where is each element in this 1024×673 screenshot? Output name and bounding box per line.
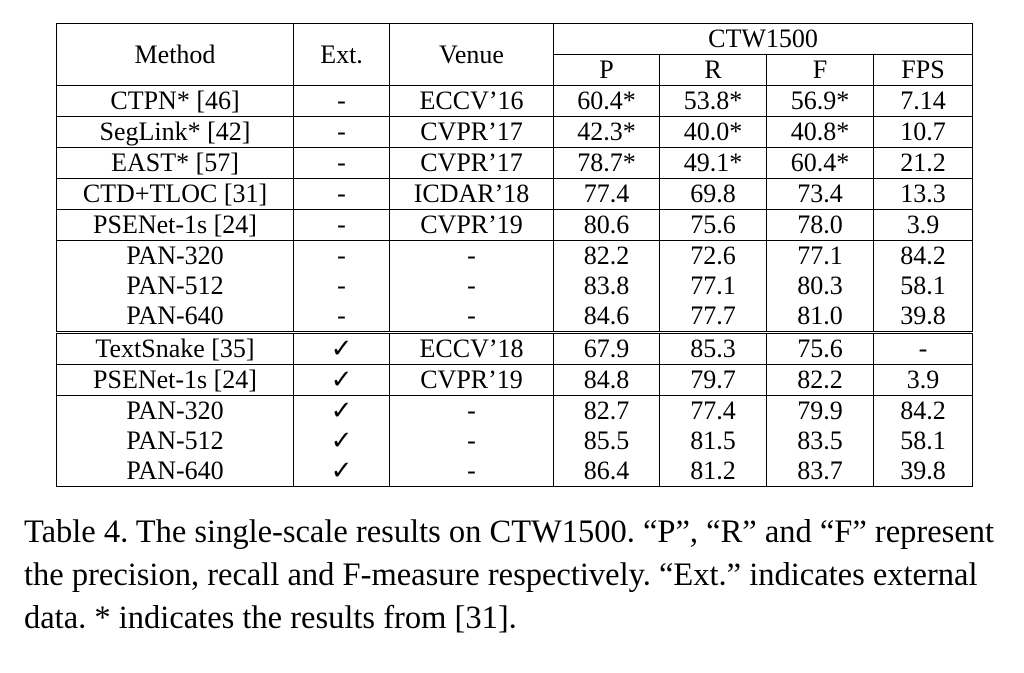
table-block-without-external-data xyxy=(57,86,973,333)
header-r: R xyxy=(660,55,767,86)
cell-f: 83.5 xyxy=(767,426,874,456)
header-fps: FPS xyxy=(874,55,973,86)
cell-ext: - xyxy=(294,117,390,148)
cell-f: 78.0 xyxy=(767,210,874,241)
cell-p: 60.4* xyxy=(554,86,660,117)
table-row xyxy=(57,456,973,487)
cell-r: 79.7 xyxy=(660,365,767,396)
cell-fps: 84.2 xyxy=(874,396,973,427)
table-row xyxy=(57,179,973,210)
results-table xyxy=(56,23,973,487)
cell-f: 73.4 xyxy=(767,179,874,210)
cell-method: PAN-320 xyxy=(57,241,294,272)
cell-fps: 58.1 xyxy=(874,271,973,301)
cell-fps: 13.3 xyxy=(874,179,973,210)
cell-fps: 7.14 xyxy=(874,86,973,117)
table-block-with-external-data xyxy=(57,333,973,487)
table-row xyxy=(57,396,973,427)
cell-venue: ECCV’16 xyxy=(390,86,554,117)
cell-f: 77.1 xyxy=(767,241,874,272)
cell-venue: CVPR’17 xyxy=(390,117,554,148)
cell-method: PAN-640 xyxy=(57,456,294,487)
cell-r: 81.5 xyxy=(660,426,767,456)
cell-f: 75.6 xyxy=(767,333,874,365)
cell-r: 53.8* xyxy=(660,86,767,117)
cell-p: 80.6 xyxy=(554,210,660,241)
cell-method: SegLink* [42] xyxy=(57,117,294,148)
cell-venue: CVPR’19 xyxy=(390,365,554,396)
cell-fps: 10.7 xyxy=(874,117,973,148)
cell-venue: - xyxy=(390,396,554,427)
cell-ext: ✓ xyxy=(294,365,390,396)
cell-p: 78.7* xyxy=(554,148,660,179)
table-row xyxy=(57,301,973,333)
cell-venue: ECCV’18 xyxy=(390,333,554,365)
table-row xyxy=(57,117,973,148)
table-row xyxy=(57,210,973,241)
cell-f: 81.0 xyxy=(767,301,874,333)
cell-method: CTD+TLOC [31] xyxy=(57,179,294,210)
cell-ext: - xyxy=(294,301,390,333)
cell-fps: 3.9 xyxy=(874,365,973,396)
header-dataset: CTW1500 xyxy=(554,24,973,55)
table-row xyxy=(57,426,973,456)
cell-r: 72.6 xyxy=(660,241,767,272)
cell-method: TextSnake [35] xyxy=(57,333,294,365)
table-caption: Table 4. The single-scale results on CTW1500. “P”, “R” and “F” represent the precision, recall and F-measure respectively. “Ext.” indicates external data. * indicates the results from [31]. xyxy=(24,514,995,636)
cell-ext: ✓ xyxy=(294,426,390,456)
cell-venue: - xyxy=(390,301,554,333)
cell-f: 83.7 xyxy=(767,456,874,487)
cell-p: 67.9 xyxy=(554,333,660,365)
header-f: F xyxy=(767,55,874,86)
cell-venue: - xyxy=(390,271,554,301)
cell-venue: - xyxy=(390,241,554,272)
cell-ext: ✓ xyxy=(294,396,390,427)
cell-method: PAN-512 xyxy=(57,271,294,301)
cell-p: 86.4 xyxy=(554,456,660,487)
cell-r: 85.3 xyxy=(660,333,767,365)
cell-method: PAN-640 xyxy=(57,301,294,333)
cell-p: 85.5 xyxy=(554,426,660,456)
cell-r: 77.4 xyxy=(660,396,767,427)
cell-venue: ICDAR’18 xyxy=(390,179,554,210)
header-p: P xyxy=(554,55,660,86)
cell-ext: ✓ xyxy=(294,456,390,487)
cell-p: 77.4 xyxy=(554,179,660,210)
cell-method: PSENet-1s [24] xyxy=(57,210,294,241)
cell-fps: 39.8 xyxy=(874,301,973,333)
cell-fps: 21.2 xyxy=(874,148,973,179)
table-row xyxy=(57,333,973,365)
cell-fps: - xyxy=(874,333,973,365)
cell-ext: - xyxy=(294,241,390,272)
cell-ext: ✓ xyxy=(294,333,390,365)
table-row xyxy=(57,148,973,179)
cell-r: 69.8 xyxy=(660,179,767,210)
cell-venue: - xyxy=(390,456,554,487)
cell-method: EAST* [57] xyxy=(57,148,294,179)
cell-fps: 58.1 xyxy=(874,426,973,456)
table-row xyxy=(57,365,973,396)
cell-venue: CVPR’17 xyxy=(390,148,554,179)
table-row xyxy=(57,86,973,117)
cell-fps: 84.2 xyxy=(874,241,973,272)
cell-p: 82.2 xyxy=(554,241,660,272)
cell-r: 77.7 xyxy=(660,301,767,333)
cell-method: PSENet-1s [24] xyxy=(57,365,294,396)
cell-venue: - xyxy=(390,426,554,456)
cell-p: 84.8 xyxy=(554,365,660,396)
cell-r: 40.0* xyxy=(660,117,767,148)
cell-r: 49.1* xyxy=(660,148,767,179)
cell-r: 81.2 xyxy=(660,456,767,487)
cell-p: 42.3* xyxy=(554,117,660,148)
cell-venue: CVPR’19 xyxy=(390,210,554,241)
header-method: Method xyxy=(57,24,294,86)
cell-r: 77.1 xyxy=(660,271,767,301)
cell-p: 82.7 xyxy=(554,396,660,427)
cell-method: PAN-320 xyxy=(57,396,294,427)
cell-ext: - xyxy=(294,86,390,117)
cell-ext: - xyxy=(294,148,390,179)
cell-ext: - xyxy=(294,210,390,241)
cell-method: CTPN* [46] xyxy=(57,86,294,117)
cell-p: 84.6 xyxy=(554,301,660,333)
cell-fps: 39.8 xyxy=(874,456,973,487)
table-row xyxy=(57,271,973,301)
cell-ext: - xyxy=(294,271,390,301)
cell-r: 75.6 xyxy=(660,210,767,241)
cell-ext: - xyxy=(294,179,390,210)
table-row xyxy=(57,241,973,272)
cell-fps: 3.9 xyxy=(874,210,973,241)
cell-p: 83.8 xyxy=(554,271,660,301)
cell-f: 40.8* xyxy=(767,117,874,148)
cell-f: 79.9 xyxy=(767,396,874,427)
header-ext: Ext. xyxy=(294,24,390,86)
cell-method: PAN-512 xyxy=(57,426,294,456)
cell-f: 82.2 xyxy=(767,365,874,396)
header-venue: Venue xyxy=(390,24,554,86)
cell-f: 60.4* xyxy=(767,148,874,179)
cell-f: 80.3 xyxy=(767,271,874,301)
cell-f: 56.9* xyxy=(767,86,874,117)
